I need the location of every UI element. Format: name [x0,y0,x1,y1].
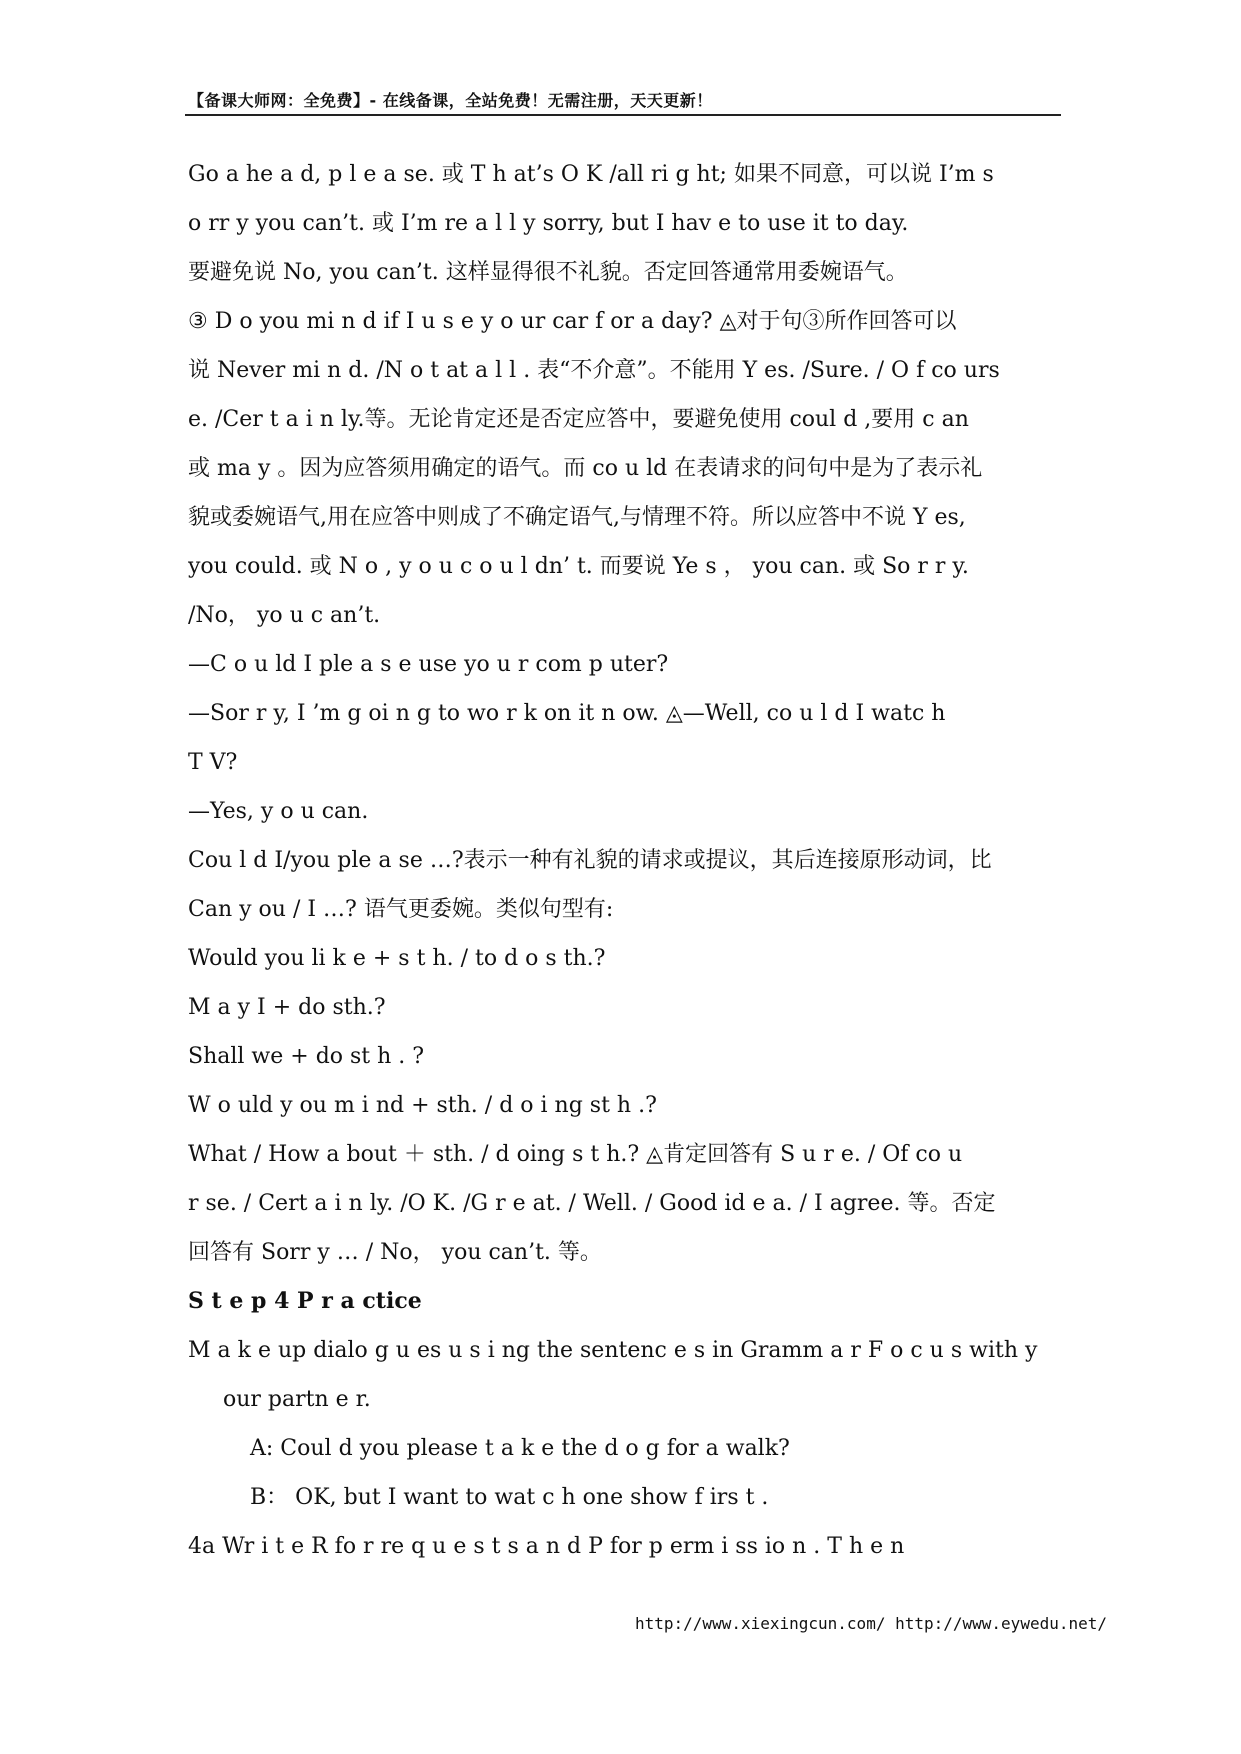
instruction-line: our partn e r. [223,1387,371,1412]
text-line: 或 ma y 。因为应答须用确定的语气。而 co u ld 在表请求的问句中是为了表示礼 [188,456,983,481]
exercise-line: 4a Wr i t e R fo r re q u e s t s a n d P for p erm i ss io n . T h e n [188,1534,905,1559]
text-line: 貌或委婉语气,用在应答中则成了不确定语气,与情理不符。所以应答中不说 Y es, [188,505,966,530]
text-line: /No， yo u c an’t. [188,603,381,628]
instruction-line: M a k e up dialo g u es u s i ng the sentenc e s in Gramm a r F o c u s with y [188,1338,1038,1363]
text-line: Cou l d I/you ple a se …?表示一种有礼貌的请求或提议，其后连接原形动词，比 [188,848,992,873]
text-line: ③ D o you mi n d if I u s e y o ur car f or a day? ◬对于句③所作回答可以 [188,309,957,334]
text-line: o rr y you can’t. 或 I’m re a l l y sorry, but I hav e to use it to day. [188,211,909,236]
dialogue-line: T V? [188,750,238,775]
text-line: Can y ou / I …? 语气更委婉。类似句型有: [188,897,614,922]
example-line: A: Coul d you please t a k e the d o g for a walk? [250,1436,790,1461]
text-line: r se. / Cert a i n ly. /O K. /G r e at. / Well. / Good id e a. / I agree. 等。否定 [188,1191,996,1216]
text-line: 要避免说 No, you can’t. 这样显得很不礼貌。否定回答通常用委婉语气。 [188,260,908,285]
text-line: you could. 或 N o , y o u c o u l dn’ t. 而要说 Ye s ， you can. 或 So r r y. [188,554,969,579]
dialogue-line: —Sor r y, I ’m g oi n g to wo r k on it n ow. ◬—Well, co u l d I watc h [188,701,946,726]
dialogue-line: —C o u ld I ple a s e use yo u r com p uter? [188,652,669,677]
pattern-line: Would you li k e + s t h. / to d o s th.? [188,946,606,971]
pattern-line: W o uld y ou m i nd + sth. / d o i ng st h .? [188,1093,657,1118]
text-line: e. /Cer t a i n ly.等。无论肯定还是否定应答中，要避免使用 coul d ,要用 c an [188,407,969,432]
header-divider [185,114,1061,116]
document-body [188,150,1068,1571]
text-line: 说 Never mi n d. /N o t at a l l . 表“不介意”。不能用 Y es. /Sure. / O f co urs [188,358,1000,383]
example-line: B： OK, but I want to wat c h one show f irs t . [250,1485,769,1510]
pattern-line: What / How a bout ＋ sth. / d oing s t h.? ◬肯定回答有 S u r e. / Of co u [188,1142,963,1167]
pattern-line: M a y I + do sth.? [188,995,386,1020]
dialogue-line: —Yes, y o u can. [188,799,369,824]
pattern-line: Shall we + do st h . ? [188,1044,425,1069]
page-header: 【备课大师网：全免费】- 在线备课，全站免费！无需注册，天天更新！ [188,91,713,110]
page-footer: http://www.xiexingcun.com/ http://www.eywedu.net/ [635,1614,1108,1633]
section-heading: S t e p 4 P r a ctice [188,1288,422,1314]
text-line: Go a he a d, p l e a se. 或 T h at’s O K /all ri g ht; 如果不同意，可以说 I’m s [188,162,994,187]
text-line: 回答有 Sorr y … / No， you can’t. 等。 [188,1240,602,1265]
